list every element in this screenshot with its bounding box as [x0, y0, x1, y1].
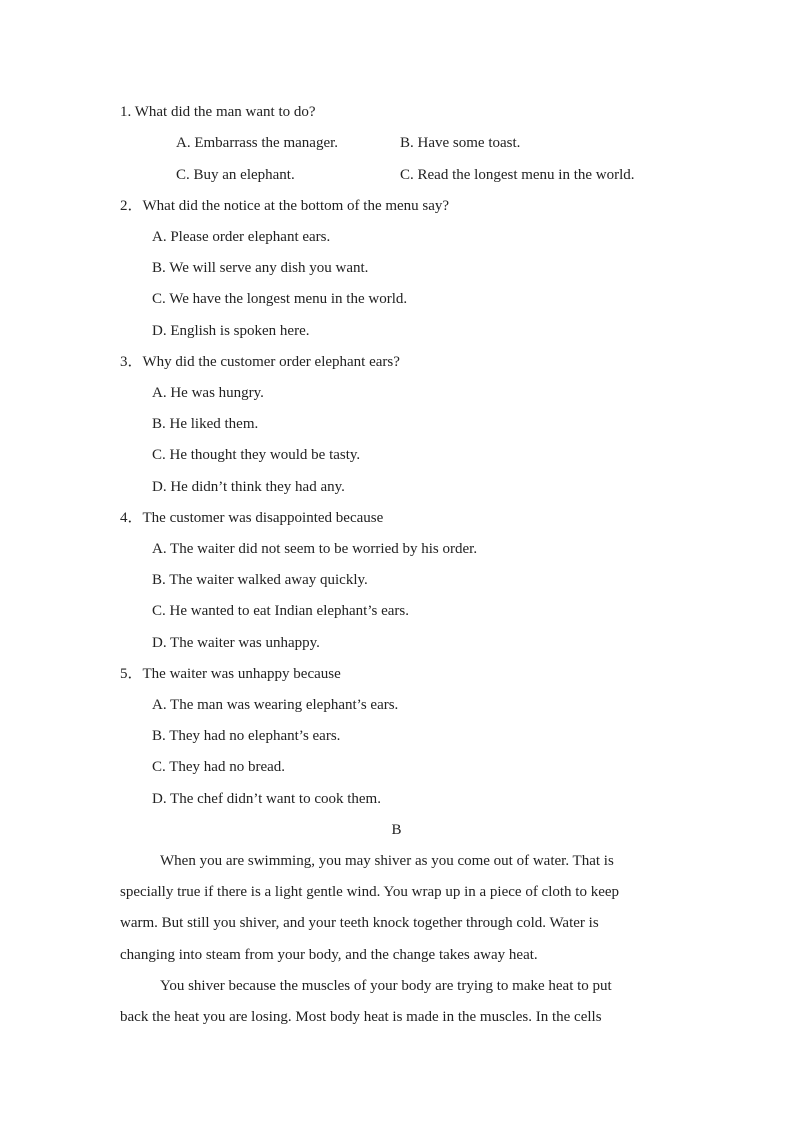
paragraph-line: warm. But still you shiver, and your teeth knock together through cold. Water is: [120, 915, 599, 931]
paragraph-line: changing into steam from your body, and the change takes away heat.: [120, 947, 538, 963]
question-1-option-c: C. Buy an elephant.: [176, 167, 295, 183]
question-2-option-c: C. We have the longest menu in the world.: [152, 291, 408, 307]
question-3-option-c: C. He thought they would be tasty.: [152, 447, 361, 463]
question-4-stem: 4．The customer was disappointed because: [120, 510, 384, 526]
question-5-option-a: A. The man was wearing elephant’s ears.: [152, 697, 399, 713]
question-5-option-b: B. They had no elephant’s ears.: [152, 728, 341, 744]
question-2-stem: 2．What did the notice at the bottom of the menu say?: [120, 198, 450, 214]
question-5-stem: 5．The waiter was unhappy because: [120, 666, 341, 682]
question-5-option-c: C. They had no bread.: [152, 759, 286, 775]
question-4-option-d: D. The waiter was unhappy.: [152, 635, 320, 651]
question-3-option-b: B. He liked them.: [152, 416, 259, 432]
paragraph-line: specially true if there is a light gentle wind. You wrap up in a piece of cloth to keep: [120, 884, 620, 900]
question-1-option-a: A. Embarrass the manager.: [176, 135, 339, 151]
question-3-stem: 3．Why did the customer order elephant ears?: [120, 354, 400, 370]
question-2-option-b: B. We will serve any dish you want.: [152, 260, 369, 276]
question-3-option-d: D. He didn’t think they had any.: [152, 479, 345, 495]
paragraph-line: You shiver because the muscles of your body are trying to make heat to put: [160, 978, 612, 994]
question-5-option-d: D. The chef didn’t want to cook them.: [152, 791, 381, 807]
question-4-option-a: A. The waiter did not seem to be worried by his order.: [152, 541, 478, 557]
question-4-option-c: C. He wanted to eat Indian elephant’s ears.: [152, 603, 409, 619]
paragraph-line: When you are swimming, you may shiver as you come out of water. That is: [160, 853, 614, 869]
question-4-option-b: B. The waiter walked away quickly.: [152, 572, 368, 588]
question-2-option-d: D. English is spoken here.: [152, 323, 310, 339]
section-b-heading: B: [391, 822, 402, 838]
question-2-option-a: A. Please order elephant ears.: [152, 229, 331, 245]
question-1-option-d: C. Read the longest menu in the world.: [400, 167, 635, 183]
question-1-option-b: B. Have some toast.: [400, 135, 521, 151]
paragraph-line: back the heat you are losing. Most body heat is made in the muscles. In the cells: [120, 1009, 602, 1025]
question-1-stem: 1. What did the man want to do?: [120, 104, 316, 120]
question-3-option-a: A. He was hungry.: [152, 385, 264, 401]
